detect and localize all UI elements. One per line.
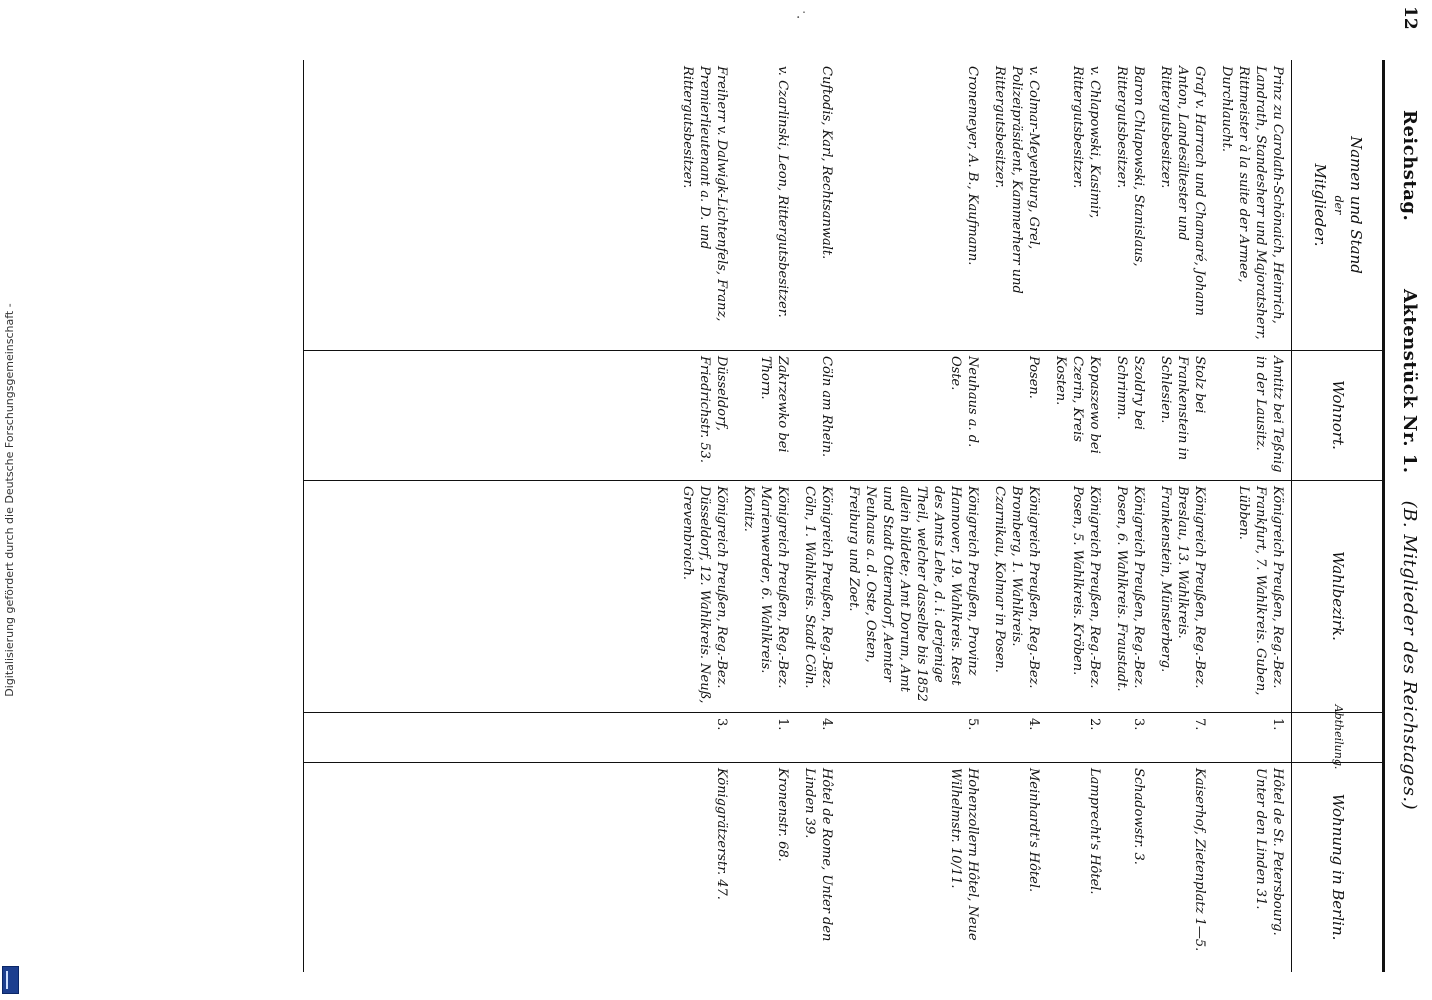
header-berlin: Wohnung in Berlin. <box>1329 793 1347 941</box>
scanned-page <box>60 0 1432 1000</box>
member-abtheilung: 1. <box>775 718 790 731</box>
member-abtheilung: 4. <box>1026 718 1041 731</box>
member-wahlbezirk: Königreich Preußen, Reg.-Bez. Frankfurt, 7. Wahlkreis. Guben, Lübben. <box>1236 486 1285 696</box>
running-head <box>1399 110 1420 970</box>
running-head-left: Reichstag. <box>1399 110 1420 222</box>
header-name-line-3: Mitglieder. <box>1311 163 1329 247</box>
member-abtheilung: 1. <box>1270 718 1285 731</box>
member-wohnort: Posen. <box>1026 356 1041 399</box>
member-wohnort: Düsseldorf, Friedrichstr. 53. <box>697 356 729 464</box>
table-row <box>734 60 795 972</box>
header-wahlbezirk: Wahlbezirk. <box>1329 551 1347 641</box>
member-abtheilung: 2. <box>1087 718 1102 731</box>
member-wahlbezirk: Königreich Preußen, Reg.-Bez. Posen, 6. Wahlkreis. Fraustadt. <box>1114 486 1146 692</box>
digitization-credit-strip <box>0 0 20 1000</box>
member-name: Cronemeyer, A. B., Kaufmann. <box>965 66 980 266</box>
rotated-page <box>60 0 1432 1000</box>
member-name: Cuftodis, Karl, Rechtsanwalt. <box>819 66 834 260</box>
page-number: 12 <box>1400 6 1420 30</box>
running-head-right: (B. Mitglieder des Reichstages.) <box>1399 500 1420 811</box>
running-head-mid: Aktenstück Nr. 1. <box>1399 288 1420 474</box>
member-name: Prinz zu Carolath-Schönaich, Heinrich, Landrath, Standesherr und Majoratsherr, Rittmeister à la suite der Armee, Durchlaucht. <box>1219 66 1285 340</box>
member-abtheilung: 7. <box>1192 718 1207 731</box>
member-wahlbezirk: Königreich Preußen, Reg.-Bez. Bromberg, 1. Wahlkreis. Czarnikau, Kolmar in Posen. <box>992 486 1041 689</box>
member-abtheilung: 4. <box>819 718 834 731</box>
member-berlin-address: Schadowstr. 3. <box>1131 768 1146 865</box>
scan-speck: ·˙ <box>796 10 808 26</box>
member-berlin-address: Lamprecht's Hôtel. <box>1087 768 1102 895</box>
member-abtheilung: 3. <box>714 718 729 731</box>
member-berlin-address: Hohenzollern Hôtel, Neue Wilhelmstr. 10/11. <box>948 768 980 941</box>
member-berlin-address: Königgrätzerstr. 47. <box>714 768 729 900</box>
member-berlin-address: Hôtel de St. Petersbourg. Unter den Linden 31. <box>1253 768 1285 936</box>
member-wohnort: Cöln am Rhein. <box>819 356 834 458</box>
digitization-credit-text: Digitalisierung gefördert durch die Deutsche Forschungsgemeinschaft - <box>3 303 16 697</box>
table-row <box>1151 60 1212 972</box>
member-name: Baron Chlapowski, Stanislaus, Rittergutsbesitzer. <box>1114 66 1146 267</box>
member-berlin-address: Kaiserhof, Zietenplatz 1—5. <box>1192 768 1207 952</box>
member-wahlbezirk: Königreich Preußen, Reg.-Bez. Marienwerder, 6. Wahlkreis. Konitz. <box>741 486 790 689</box>
member-wohnort: Kopaszewo bei Czerin, Kreis Kosten. <box>1053 356 1102 454</box>
member-wohnort: Zakrzewko bei Thorn. <box>758 356 790 453</box>
member-name: v. Colmar-Meyenburg, Grel, Polizeipräsident, Kammerherr und Rittergutsbesitzer. <box>992 66 1041 294</box>
member-berlin-address: Kronenstr. 68. <box>775 768 790 862</box>
top-rule <box>1382 60 1385 972</box>
member-abtheilung: 3. <box>1131 718 1146 731</box>
header-name-line-2: der <box>1332 195 1345 215</box>
member-wahlbezirk: Königreich Preußen, Provinz Hannover, 19. Wahlkreis. Rest des Amts Lehe, d. i. derjenige Theil, welcher dasselbe bis 1852 allein bildete; Amt Dorum, Amt und Stadt Otterndorf, Aemter Neuhaus a. d. Oste, Osten, Freiburg und Zoet. <box>846 486 980 702</box>
members-table <box>673 60 1290 972</box>
header-abtheilung: Abtheilung. <box>1332 704 1345 770</box>
header-name-column <box>1296 60 1380 350</box>
table-row <box>1212 60 1290 972</box>
table-row <box>673 60 734 972</box>
header-rule <box>1291 60 1292 972</box>
member-abtheilung: 5. <box>965 718 980 731</box>
dfg-logo-icon <box>2 966 19 994</box>
table-row <box>1046 60 1107 972</box>
member-name: Freiherr v. Dalwigk-Lichtenfels, Franz, Premierlieutenant a. D. und Rittergutsbesitzer. <box>680 66 729 322</box>
member-wohnort: Amtitz bei Teßnig in der Lausitz. <box>1253 356 1285 473</box>
bottom-rule <box>303 60 304 972</box>
header-wohnort: Wohnort. <box>1329 380 1347 450</box>
member-name: Graf v. Harrach und Chamaré, Johann Anton, Landesältester und Rittergutsbesitzer. <box>1158 66 1207 316</box>
member-wahlbezirk: Königreich Preußen, Reg.-Bez. Posen, 5. Wahlkreis. Kröben. <box>1070 486 1102 689</box>
member-berlin-address: Meinhardt's Hôtel. <box>1026 768 1041 893</box>
header-name-line-1: Namen und Stand <box>1347 136 1365 274</box>
member-berlin-address: Hôtel de Rome, Unter den Linden 39. <box>802 768 834 942</box>
member-wohnort: Stolz bei Frankenstein in Schlesien. <box>1158 356 1207 461</box>
table-row <box>795 60 839 972</box>
member-wohnort: Neuhaus a. d. Oste. <box>948 356 980 448</box>
member-name: v. Czarlinski, Leon, Rittergutsbesitzer. <box>775 66 790 318</box>
table-row <box>839 60 985 972</box>
member-name: v. Chlapowski, Kasimir, Rittergutsbesitzer. <box>1070 66 1102 219</box>
member-wahlbezirk: Königreich Preußen, Reg.-Bez. Düsseldorf, 12. Wahlkreis. Neuß, Grevenbroich. <box>680 486 729 704</box>
table-row <box>1107 60 1151 972</box>
member-wahlbezirk: Königreich Preußen, Reg.-Bez. Breslau, 13. Wahlkreis. Frankenstein, Münsterberg. <box>1158 486 1207 689</box>
member-wohnort: Szoldry bei Schrimm. <box>1114 356 1146 430</box>
table-row <box>985 60 1046 972</box>
member-wahlbezirk: Königreich Preußen, Reg.-Bez. Cöln, 1. Wahlkreis. Stadt Cöln. <box>802 486 834 689</box>
